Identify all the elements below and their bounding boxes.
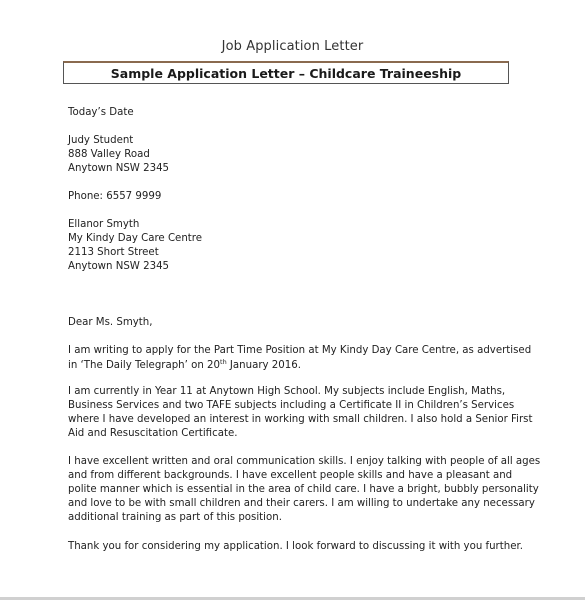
recipient-city: Anytown NSW 2345 [68, 261, 170, 272]
recipient-name: Ellanor Smyth [68, 219, 140, 230]
letter-title: Sample Application Letter – Childcare Traineeship [63, 61, 509, 84]
para1-line2-sup: th [220, 358, 227, 366]
closing-paragraph: Thank you for considering my application. I look forward to discussing it with you further. [68, 541, 523, 552]
sender-name: Judy Student [68, 135, 134, 146]
para1-line1: I am writing to apply for the Part Time Position at My Kindy Day Care Centre, as advertised [68, 345, 532, 356]
para2-line: I am currently in Year 11 at Anytown High School. My subjects include English, Maths, [68, 386, 506, 397]
para1-line2-pre: in ‘The Daily Telegraph’ on 20 [68, 360, 221, 371]
salutation: Dear Ms. Smyth, [68, 317, 153, 328]
para3-line: I have excellent written and oral communication skills. I enjoy talking with people of all ages [68, 456, 541, 467]
para3-line: and love to be with small children and their carers. I am willing to undertake any necessary [68, 498, 535, 509]
sender-street: 888 Valley Road [68, 149, 150, 160]
para3-line: polite manner which is essential in the area of child care. I have a bright, bubbly personality [68, 484, 539, 495]
letter-date: Today’s Date [68, 107, 134, 118]
para1-line2-post: January 2016. [226, 360, 301, 371]
recipient-company: My Kindy Day Care Centre [68, 233, 203, 244]
para3-line: additional training as part of this position. [68, 512, 282, 523]
para1-line2 [68, 358, 301, 371]
recipient-street: 2113 Short Street [68, 247, 159, 258]
para3-line: and from different backgrounds. I have excellent people skills and have a pleasant and [68, 470, 513, 481]
page-header-title: Job Application Letter [221, 39, 364, 54]
para2-line: Business Services and two TAFE subjects including a Certificate II in Children’s Services [68, 400, 515, 411]
para2-line: where I have developed an interest in working with small children. I also hold a Senior First [68, 414, 533, 425]
para2-line: Aid and Resuscitation Certificate. [68, 428, 238, 439]
sender-city: Anytown NSW 2345 [68, 163, 170, 174]
sender-phone: Phone: 6557 9999 [68, 191, 162, 202]
